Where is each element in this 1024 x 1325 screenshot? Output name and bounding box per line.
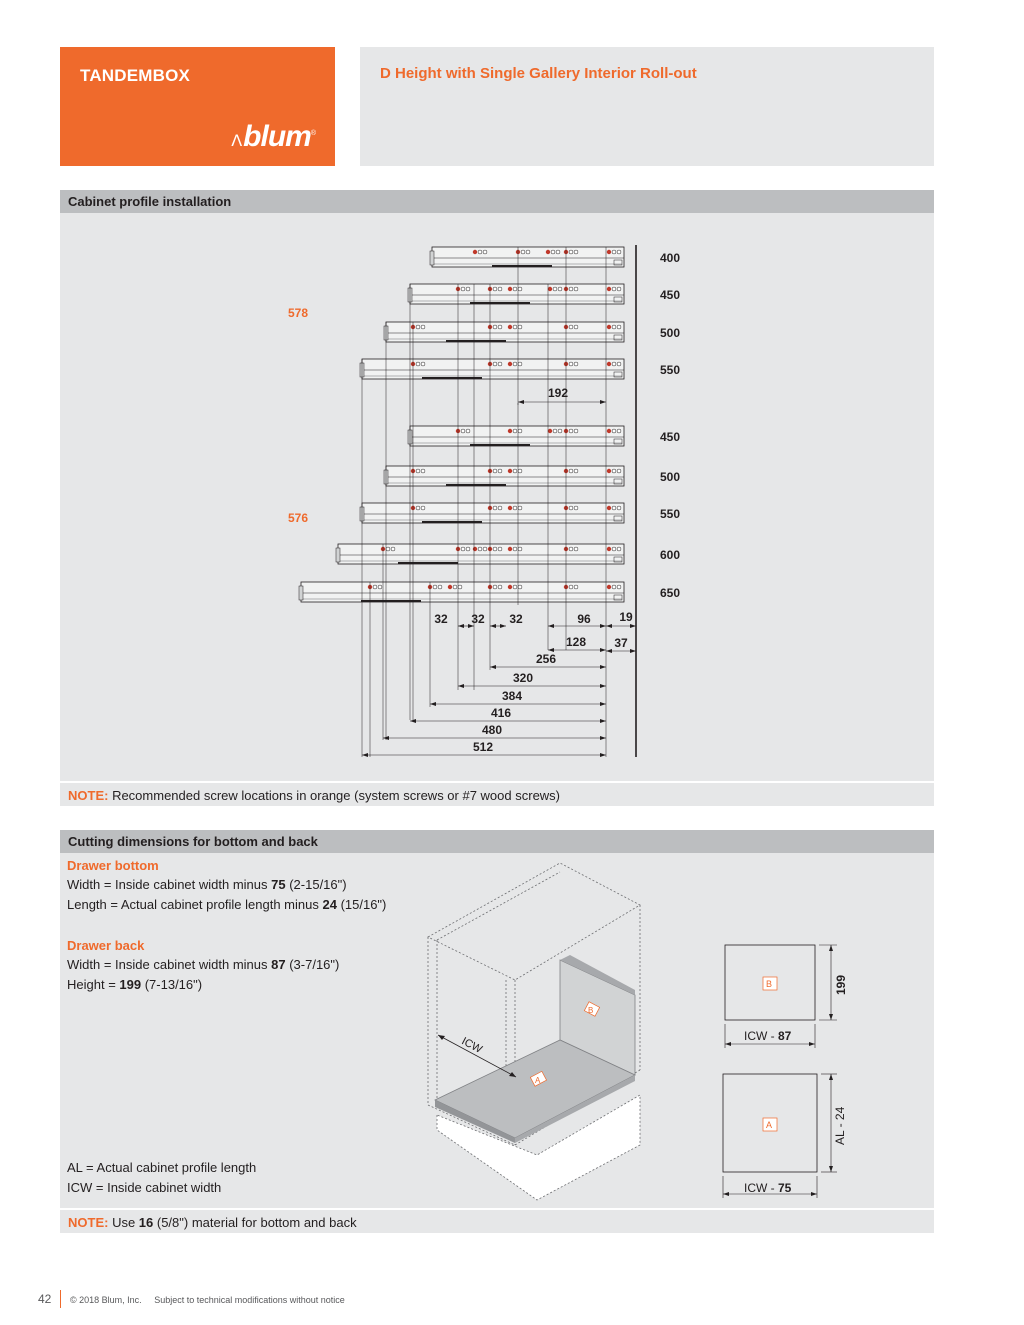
page-title: D Height with Single Gallery Interior Roll-out xyxy=(380,65,697,82)
profile-rail xyxy=(360,359,624,379)
profile-rail xyxy=(299,582,624,602)
dim-416: 416 xyxy=(490,706,512,720)
back-width-line: Width = Inside cabinet width minus 87 (3-7/16") xyxy=(67,957,340,972)
product-name: TANDEMBOX xyxy=(80,66,191,85)
panel-a-height: AL - 24 xyxy=(833,1106,847,1145)
footer-text: © 2018 Blum, Inc. Subject to technical modifications without notice xyxy=(70,1295,345,1305)
section-title: Cutting dimensions for bottom and back xyxy=(68,834,318,849)
profile-length-label: 500 xyxy=(660,470,681,484)
note-label: NOTE: xyxy=(68,788,109,803)
profile-length-label: 400 xyxy=(660,251,681,265)
panel-b-letter: B xyxy=(766,979,773,989)
section-bar-cutting xyxy=(60,830,934,853)
profile-length-label: 550 xyxy=(660,507,681,521)
profile-rail xyxy=(336,544,624,564)
screw-hole-orange xyxy=(607,362,611,366)
cabinet-isometric xyxy=(420,855,660,1205)
note-bar-profile xyxy=(60,783,934,806)
footer-divider xyxy=(60,1290,61,1308)
screw-hole-orange xyxy=(508,429,512,433)
screw-hole-orange xyxy=(546,250,550,254)
screw-hole-orange xyxy=(508,469,512,473)
screw-hole-orange xyxy=(473,250,477,254)
dim-512: 512 xyxy=(472,740,494,754)
screw-hole-orange xyxy=(448,585,452,589)
dim-32: 32 xyxy=(509,612,523,626)
screw-hole-orange xyxy=(607,469,611,473)
profile-rails xyxy=(299,247,624,602)
panel-b-height: 199 xyxy=(834,974,848,995)
profile-length-label: 650 xyxy=(660,586,681,600)
panel-a-width: ICW - 75 xyxy=(744,1181,792,1195)
profile-length-label: 500 xyxy=(660,326,681,340)
bottom-width-line: Width = Inside cabinet width minus 75 (2-15/16") xyxy=(67,877,347,892)
screw-hole-orange xyxy=(508,506,512,510)
panel-a-letter: A xyxy=(766,1120,773,1130)
drawer-bottom-heading: Drawer bottom xyxy=(67,858,159,873)
dim-128: 128 xyxy=(565,635,587,649)
screw-hole-orange xyxy=(508,325,512,329)
page-number: 42 xyxy=(38,1292,52,1306)
dim-192: 192 xyxy=(547,386,569,400)
screw-hole-orange xyxy=(607,250,611,254)
profile-rail xyxy=(384,322,624,342)
profile-length-label: 450 xyxy=(660,288,681,302)
drawer-back-spec xyxy=(67,938,339,995)
screw-hole-orange xyxy=(508,362,512,366)
length-labels xyxy=(660,251,680,600)
screw-hole-orange xyxy=(607,585,611,589)
icw-definition: ICW = Inside cabinet width xyxy=(67,1180,222,1195)
screw-hole-orange xyxy=(548,429,552,433)
screw-hole-orange xyxy=(607,547,611,551)
dim-32: 32 xyxy=(471,612,485,626)
screw-hole-orange xyxy=(473,547,477,551)
blum-logo: ᐱblum® xyxy=(231,120,315,153)
panel-cut-diagrams xyxy=(715,940,855,1200)
note-text: Recommended screw locations in orange (system screws or #7 wood screws) xyxy=(108,788,561,803)
abbreviations xyxy=(67,1158,256,1198)
profile-length-label: 600 xyxy=(660,548,681,562)
dim-384: 384 xyxy=(501,689,523,703)
dim-320: 320 xyxy=(512,671,534,685)
group-label-578: 578 xyxy=(288,306,309,320)
dim-19: 19 xyxy=(619,610,633,624)
screw-hole-orange xyxy=(607,506,611,510)
panel-b-width: ICW - 87 xyxy=(744,1029,792,1043)
dim-256: 256 xyxy=(535,652,557,666)
panel-a-label: A xyxy=(535,1076,541,1085)
screw-hole-orange xyxy=(508,547,512,551)
dimension-lines xyxy=(362,400,636,757)
dim-32: 32 xyxy=(434,612,448,626)
icw-label: ICW xyxy=(459,1035,485,1056)
profile-rail xyxy=(408,284,624,304)
screw-hole-orange xyxy=(607,287,611,291)
note-label: NOTE: xyxy=(68,1215,109,1230)
profile-length-label: 450 xyxy=(660,430,681,444)
screw-hole-orange xyxy=(508,585,512,589)
profile-length-label: 550 xyxy=(660,363,681,377)
drawer-bottom-spec xyxy=(67,858,386,915)
screw-hole-orange xyxy=(508,287,512,291)
screw-hole-orange xyxy=(607,325,611,329)
profile-rail xyxy=(384,466,624,486)
profile-rail xyxy=(408,426,624,446)
dim-37: 37 xyxy=(614,636,628,650)
dim-96: 96 xyxy=(577,612,591,626)
note-bar-cutting: NOTE: Use 16 (5/8") material for bottom and back xyxy=(60,1210,934,1233)
al-definition: AL = Actual cabinet profile length xyxy=(67,1160,257,1175)
profile-rail xyxy=(360,503,624,523)
drawer-back-heading: Drawer back xyxy=(67,938,145,953)
screw-hole-orange xyxy=(607,429,611,433)
bottom-length-line: Length = Actual cabinet profile length minus 24 (15/16") xyxy=(67,897,387,912)
profile-rail xyxy=(430,247,624,267)
dim-480: 480 xyxy=(481,723,503,737)
screw-hole-orange xyxy=(548,287,552,291)
back-height-line: Height = 199 (7-13/16") xyxy=(67,977,203,992)
group-label-576: 576 xyxy=(288,511,309,525)
section-title: Cabinet profile installation xyxy=(68,194,232,209)
panel-b-label: B xyxy=(588,1006,594,1015)
